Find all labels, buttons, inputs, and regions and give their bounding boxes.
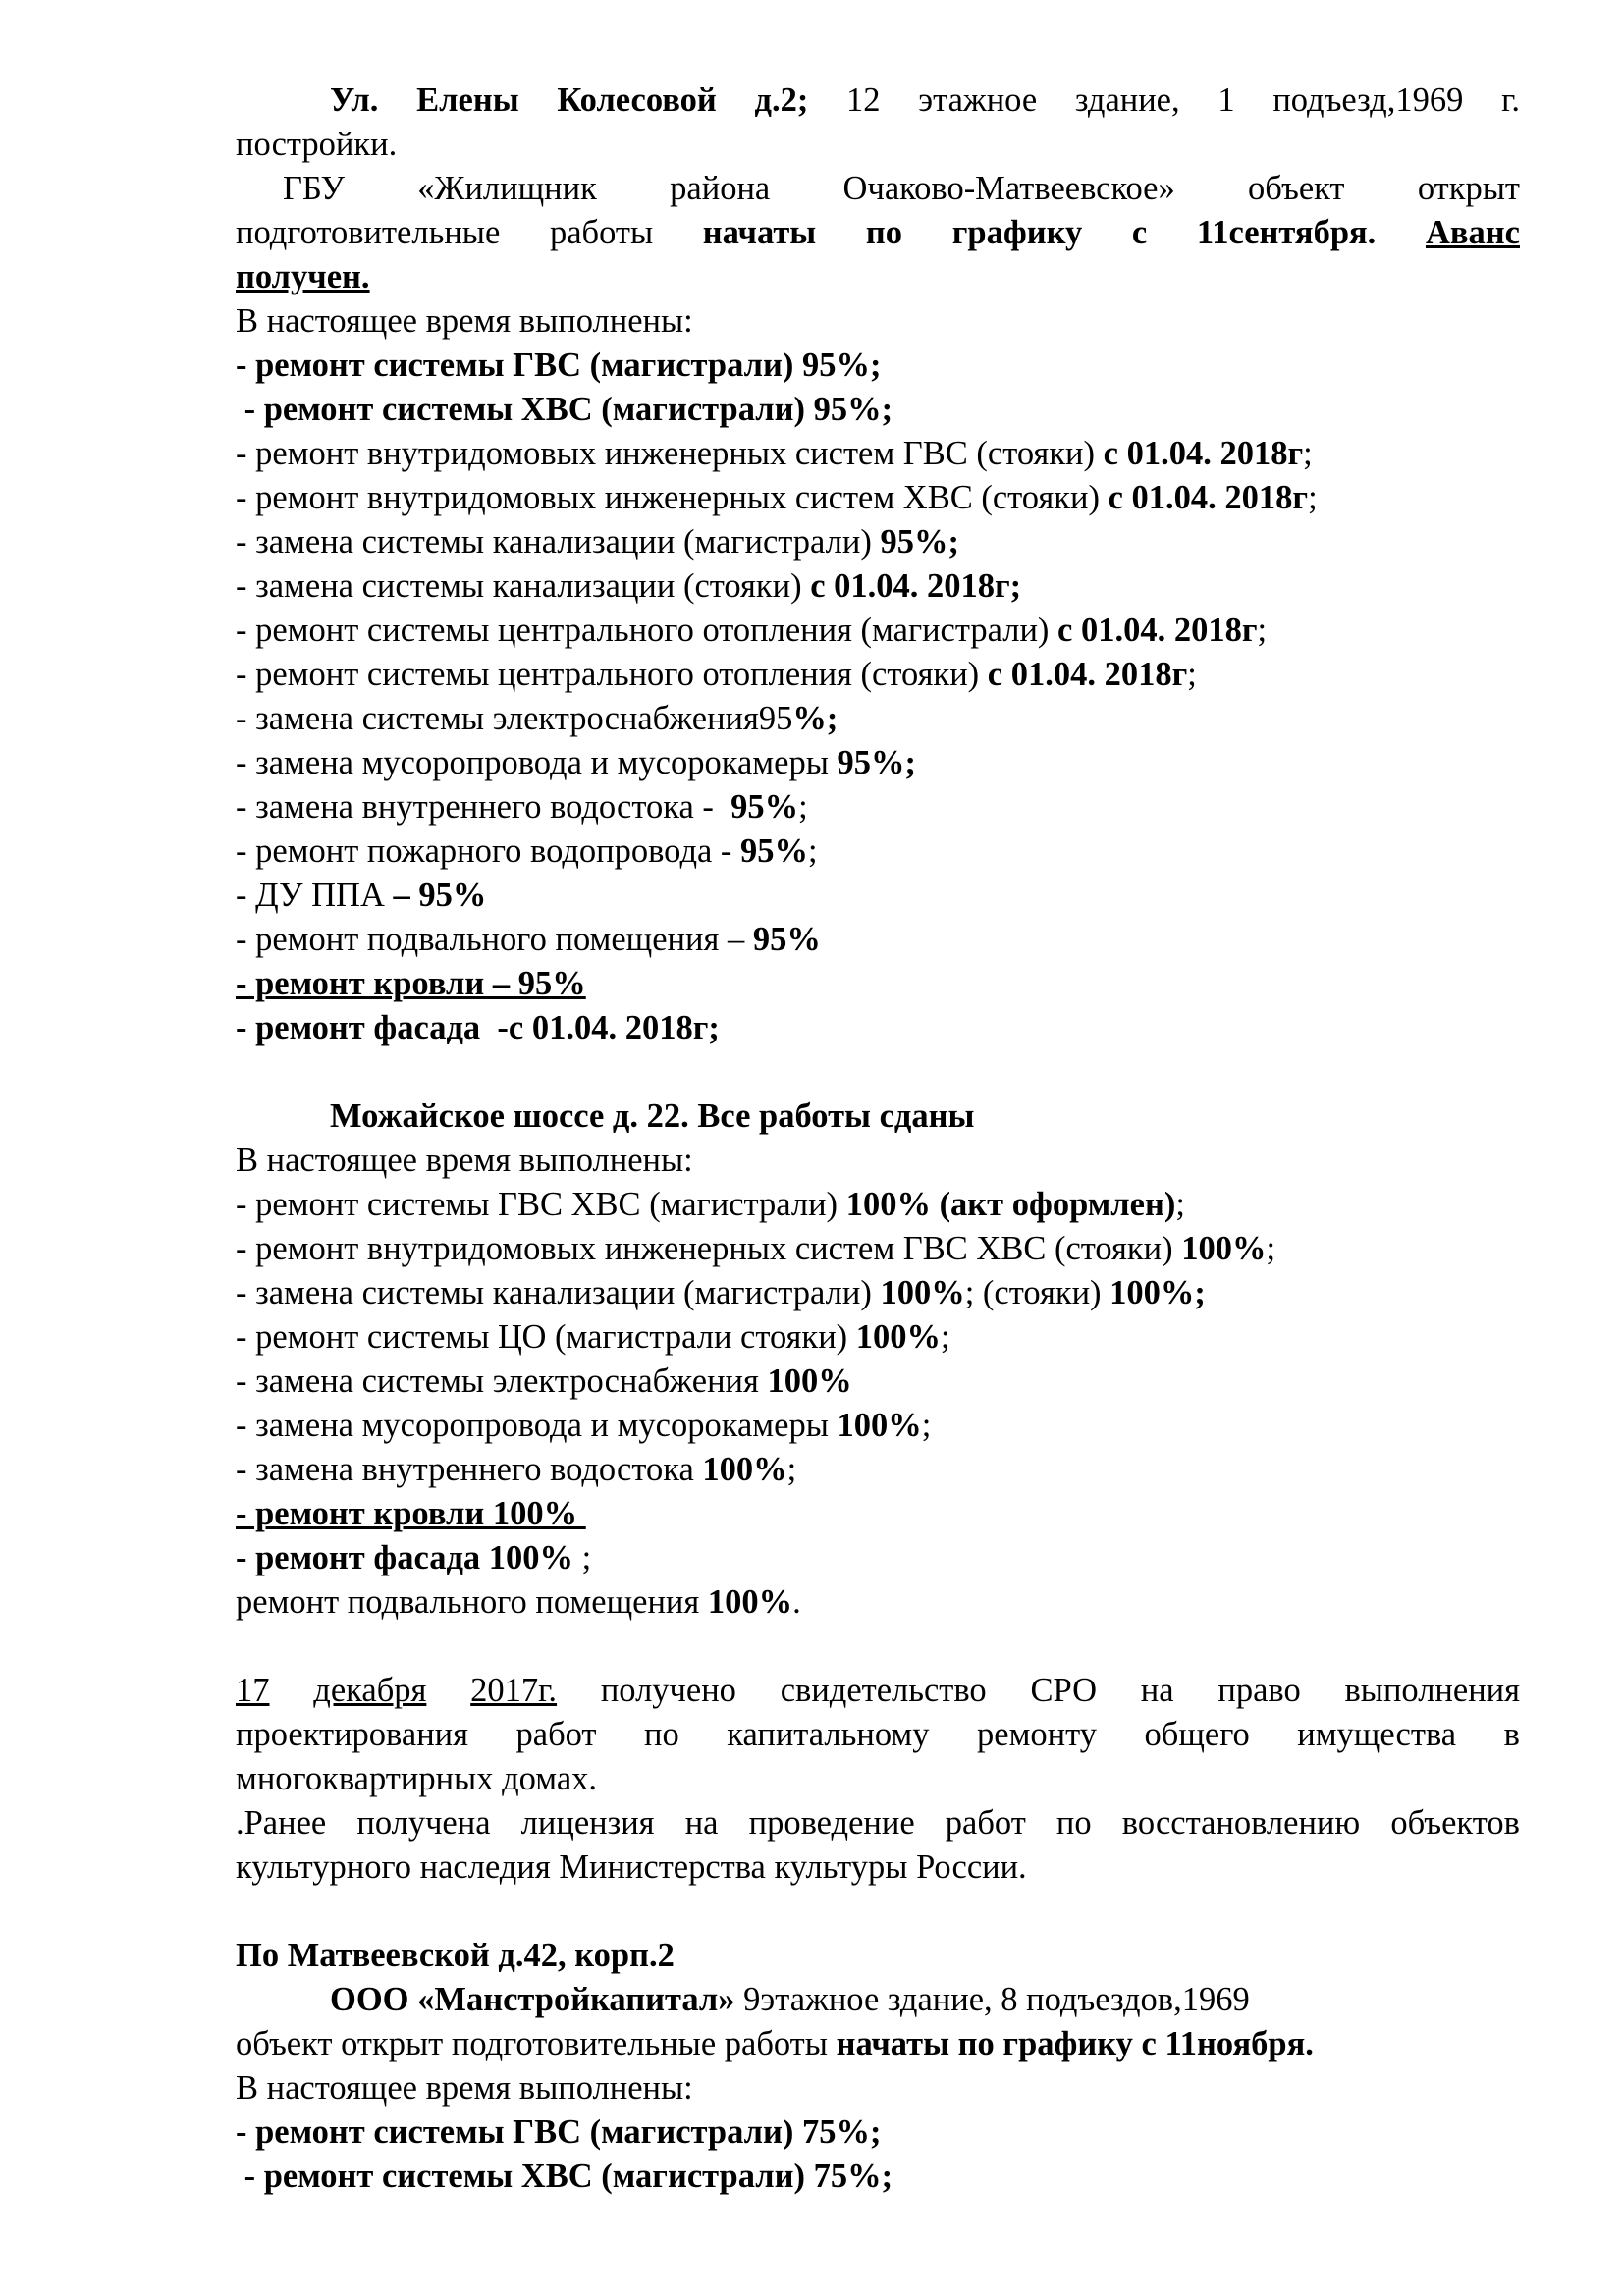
s2-intro: В настоящее время выполнены:	[236, 1142, 693, 1179]
s2-item-10: ремонт подвального помещения 100%.	[236, 1583, 801, 1621]
word: работы	[549, 214, 654, 251]
s3-line4	[236, 1801, 1520, 1845]
word: право	[1217, 1672, 1301, 1709]
word: начаты	[702, 214, 817, 251]
s2-item-5: - замена системы электроснабжения 100%	[236, 1362, 852, 1400]
word: здание,	[1074, 81, 1180, 119]
spacer	[236, 1050, 1520, 1095]
word: 12	[846, 81, 881, 119]
word: имущества	[1297, 1716, 1457, 1753]
s4-intro: В настоящее время выполнены:	[236, 2069, 693, 2107]
s2-item-6: - замена мусоропровода и мусорокамеры 100%;	[236, 1407, 932, 1444]
word: 17	[236, 1672, 270, 1709]
s3-line5: культурного наследия Министерства культуры России.	[236, 1848, 1027, 1886]
word: ремонту	[977, 1716, 1097, 1753]
s4-title: По Матвеевской д.42, корп.2	[236, 1937, 675, 1974]
s2-item-1: - ремонт системы ГВС ХВС (магистрали) 100% (акт оформлен);	[236, 1186, 1185, 1223]
word: по	[1055, 1804, 1092, 1842]
s1-item-11: - замена внутреннего водостока - 95%;	[236, 788, 808, 826]
s1-item-4: - ремонт внутридомовых инженерных систем ХВС (стояки) с 01.04. 2018г;	[236, 479, 1318, 516]
s1-item-13: - ДУ ППА – 95%	[236, 877, 487, 914]
word: по	[865, 214, 903, 251]
s1-line4	[236, 211, 1520, 255]
s2-item-2: - ремонт внутридомовых инженерных систем ГВС ХВС (стояки) 100%;	[236, 1230, 1276, 1267]
word: проектирования	[236, 1716, 468, 1753]
word: подготовительные	[236, 214, 501, 251]
word: 1	[1217, 81, 1235, 119]
word: графику	[951, 214, 1083, 251]
s1-item-10: - замена мусоропровода и мусорокамеры 95%;	[236, 744, 916, 781]
word: объектов	[1390, 1804, 1520, 1842]
s3-line3: многоквартирных домах.	[236, 1760, 598, 1797]
s1-item-2: - ремонт системы ХВС (магистрали) 95%;	[236, 391, 893, 428]
s2-item-3: - замена системы канализации (магистрали) 100%; (стояки) 100%;	[236, 1274, 1206, 1311]
spacer	[236, 1625, 1520, 1669]
word: объект	[1248, 170, 1345, 207]
word: «Жилищник	[417, 170, 597, 207]
s1-item-14: - ремонт подвального помещения – 95%	[236, 921, 821, 958]
word: .Ранее	[236, 1804, 327, 1842]
s1-heading-line	[236, 79, 1520, 123]
s2-item-4: - ремонт системы ЦО (магистрали стояки) 100%;	[236, 1318, 950, 1356]
word: Аванс	[1425, 214, 1520, 251]
word: на	[684, 1804, 719, 1842]
word: проведение	[748, 1804, 915, 1842]
word: 2017г.	[470, 1672, 558, 1709]
word: 11сентября.	[1196, 214, 1377, 251]
word: в	[1503, 1716, 1520, 1753]
word: декабря	[313, 1672, 427, 1709]
word: работ	[515, 1716, 597, 1753]
word: свидетельство	[780, 1672, 987, 1709]
s1-item-12: - ремонт пожарного водопровода - 95%;	[236, 832, 818, 870]
s4-line1: ООО «Манстройкапитал» 9этажное здание, 8 подъездов,1969	[330, 1981, 1250, 2018]
s1-item-6: - замена системы канализации (стояки) с 01.04. 2018г;	[236, 567, 1022, 605]
s1-item-16: - ремонт фасада -с 01.04. 2018г;	[236, 1009, 720, 1046]
word: Очаково-Матвеевское»	[842, 170, 1175, 207]
s1-item-15: - ремонт кровли – 95%	[236, 965, 586, 1002]
word: работ	[945, 1804, 1026, 1842]
s2-item-7: - замена внутреннего водостока 100%;	[236, 1451, 797, 1488]
s1-advance-received: получен.	[236, 258, 370, 295]
word: по	[644, 1716, 679, 1753]
s2-item-9: - ремонт фасада 100% ;	[236, 1539, 592, 1576]
word: капитальному	[727, 1716, 930, 1753]
s1-line3	[236, 167, 1520, 211]
word: лицензия	[520, 1804, 655, 1842]
s4-item-1: - ремонт системы ГВС (магистрали) 75%;	[236, 2113, 882, 2151]
s1-item-1: - ремонт системы ГВС (магистрали) 95%;	[236, 347, 882, 384]
s2-item-8: - ремонт кровли 100%	[236, 1495, 586, 1532]
s1-item-8: - ремонт системы центрального отопления (стояки) с 01.04. 2018г;	[236, 656, 1197, 693]
s1-item-5: - замена системы канализации (магистрали) 95%;	[236, 523, 959, 561]
s1-line2: постройки.	[236, 126, 398, 163]
word: открыт	[1417, 170, 1520, 207]
s1-item-7: - ремонт системы центрального отопления (магистрали) с 01.04. 2018г;	[236, 612, 1268, 649]
word: получено	[600, 1672, 736, 1709]
word: с	[1131, 214, 1148, 251]
s2-title: Можайское шоссе д. 22. Все работы сданы	[330, 1097, 975, 1135]
s4-item-2: - ремонт системы ХВС (магистрали) 75%;	[236, 2158, 893, 2195]
word: подъезд,1969	[1272, 81, 1464, 119]
spacer	[236, 1890, 1520, 1934]
s1-item-3: - ремонт внутридомовых инженерных систем ГВС (стояки) с 01.04. 2018г;	[236, 435, 1313, 472]
word: СРО	[1030, 1672, 1098, 1709]
s1-item-9: - замена системы электроснабжения95%;	[236, 700, 839, 737]
word: Елены	[416, 81, 519, 119]
s3-line1	[236, 1669, 1520, 1713]
word: ГБУ	[283, 170, 345, 207]
word: д.2;	[754, 81, 809, 119]
s3-line2	[236, 1713, 1520, 1757]
word: Ул.	[330, 81, 379, 119]
word: общего	[1144, 1716, 1250, 1753]
document-page	[236, 79, 1520, 2199]
s4-line2: объект открыт подготовительные работы начаты по графику с 11ноября.	[236, 2025, 1314, 2062]
word: на	[1140, 1672, 1174, 1709]
word: этажное	[918, 81, 1038, 119]
s1-intro: В настоящее время выполнены:	[236, 302, 693, 340]
word: Колесовой	[557, 81, 717, 119]
word: восстановлению	[1121, 1804, 1361, 1842]
word: района	[670, 170, 771, 207]
word: г.	[1501, 81, 1520, 119]
word: получена	[356, 1804, 491, 1842]
word: выполнения	[1344, 1672, 1520, 1709]
